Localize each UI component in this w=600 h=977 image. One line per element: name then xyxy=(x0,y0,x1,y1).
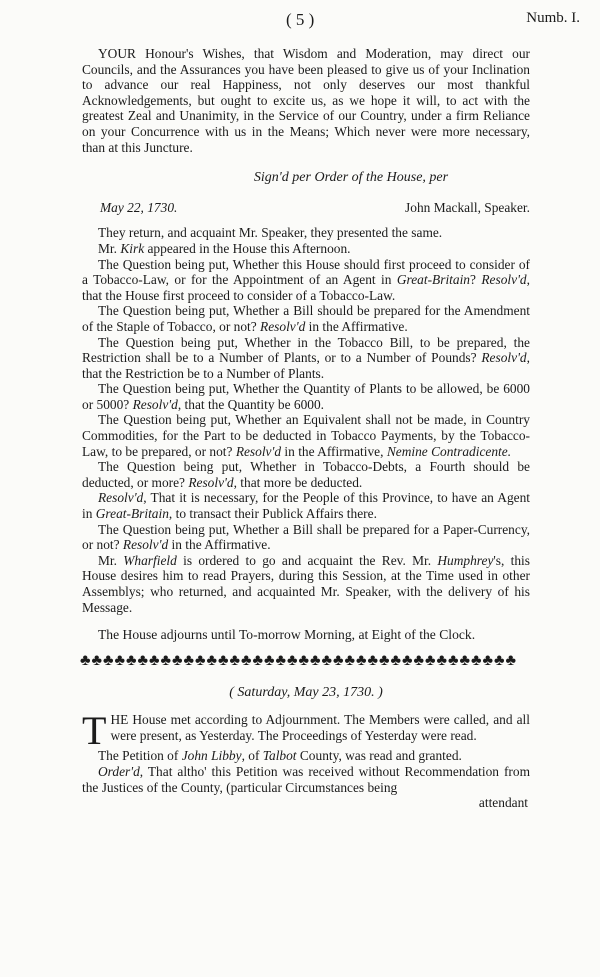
entry-text: The Question being put, Whether in the Tobacco Bill, to be prepared, the Restriction shall be to a Number of Plants, or to a Number of Pounds? xyxy=(82,334,530,366)
person-name: Humphrey xyxy=(437,552,494,568)
drop-cap: T xyxy=(82,708,107,754)
entry-text: HE House met according to Adjournment. The Members were called, and all were present, as Yesterday. The Proceedings of Yesterday were read. xyxy=(110,712,530,743)
address-paragraph: YOUR Honour's Wishes, that Wisdom and Moderation, may direct our Councils, and the Assurances you have been pleased to give us of your Inclination to advance our real Happiness, not only deserves our most thankful Acknowledgements, but ought to excite us, as we hope it will, to act with the greatest Zeal and Unanimity, in the Service of our Country, under a firm Reliance on your Concurrence with us in the Means; Which never were more necessary, than at this Juncture. xyxy=(82,46,530,155)
signed-line: Sign'd per Order of the House, per xyxy=(253,170,449,186)
entry-paragraph xyxy=(82,241,530,257)
place-name: Talbot xyxy=(262,748,297,764)
entry-paragraph xyxy=(82,764,530,795)
resolved-word: Resolv'd xyxy=(188,474,234,490)
entry-text: The Petition of xyxy=(98,748,182,764)
entry-paragraph xyxy=(82,522,530,553)
issue-number: Numb. I. xyxy=(526,10,580,26)
entry-text: 's, this House desires him to read Prayers, during this Session, at the Time used in other Assemblys; who returned, and acquainted Mr. Speaker, with the delivery of his Message. xyxy=(82,552,530,615)
entry-text: in the Affirmative, xyxy=(281,443,387,459)
entry-paragraph xyxy=(82,303,530,334)
signature-line xyxy=(82,200,530,216)
entry-text: ? xyxy=(470,272,482,288)
resolved-word: Resolv'd xyxy=(481,272,527,288)
entry-text: , to transact their Publick Affairs there. xyxy=(168,506,377,522)
entry-text: , that more be deducted. xyxy=(233,474,363,490)
entry-paragraph xyxy=(82,335,530,382)
entry-text: , that the Restriction be to a Number of Plants. xyxy=(82,350,530,381)
date-heading-text: ( Saturday, May 23, 1730. ) xyxy=(229,684,383,700)
entry-text: , that the House first proceed to consider of a Tobacco-Law. xyxy=(82,272,530,303)
entry-text: , That altho' this Petition was received without Recommendation from the Justices of the County, (particular Circumstances being xyxy=(82,763,530,795)
entry-text: , That it is necessary, for the People of this Province, to have an Agent in xyxy=(82,490,530,522)
entry-paragraph xyxy=(82,459,530,490)
catchword: attendant xyxy=(478,795,528,811)
entry-paragraph xyxy=(82,490,530,521)
signature-name: John Mackall, Speaker. xyxy=(405,199,530,215)
entry-text: Mr. xyxy=(98,552,124,568)
page-body xyxy=(82,46,530,811)
entry-paragraph xyxy=(82,553,530,615)
entry-text: , of xyxy=(241,748,263,764)
entry-text: in the Affirmative. xyxy=(305,318,408,334)
resolved-word: Resolv'd xyxy=(132,396,178,412)
saturday-opening xyxy=(82,708,530,754)
entry-paragraph xyxy=(82,381,530,412)
page-number: ( 5 ) xyxy=(286,10,315,29)
person-name: Kirk xyxy=(120,240,145,256)
place-name: Great-Britain xyxy=(396,272,471,288)
person-name: John Libby xyxy=(181,748,242,764)
entry-text: They return, and acquaint Mr. Speaker, they presented the same. xyxy=(98,225,443,241)
entry-paragraph xyxy=(82,748,530,764)
date-heading xyxy=(82,685,530,701)
entry-text: appeared in the House this Afternoon. xyxy=(144,240,351,256)
entry-text: is ordered to go and acquaint the Rev. Mr. xyxy=(176,552,438,568)
resolved-word: Resolv'd xyxy=(481,350,527,366)
entry-text: Mr. xyxy=(98,240,121,256)
entry-text: County, was read and granted. xyxy=(296,748,462,764)
entry-paragraph xyxy=(82,257,530,304)
page-header xyxy=(0,10,600,36)
place-name: Great-Britain xyxy=(95,506,169,522)
entry-text: The Question being put, Whether this House should first proceed to consider of a Tobacco-Law, or for the Appointment of an Agent in xyxy=(82,256,530,288)
entry-text: The Question being put, Whether a Bill should be prepared for the Amendment of the Staple of Tobacco, or not? xyxy=(82,303,530,334)
entry-text: The Question being put, Whether the Quantity of Plants to be allowed, be 6000 or 5000? xyxy=(82,381,530,412)
resolved-word: Resolv'd xyxy=(260,318,306,334)
entry-text: The Question being put, Whether an Equivalent shall not be made, in Country Commodities, for the Part to be deducted in Tobacco Payments, by the Tobacco-Law, to be prepared, or not? xyxy=(82,412,530,459)
entry-text: The Question being put, Whether in Tobacco-Debts, a Fourth should be deducted, or more? xyxy=(82,459,530,490)
ornament-rule: ♣♣♣♣♣♣♣♣♣♣♣♣♣♣♣♣♣♣♣♣♣♣♣♣♣♣♣♣♣♣♣♣♣♣♣♣♣♣ xyxy=(80,652,517,669)
entry-text: The Question being put, Whether a Bill shall be prepared for a Paper-Currency, or not? xyxy=(82,521,530,553)
resolved-word: Resolv'd xyxy=(98,490,144,506)
signature-date: May 22, 1730. xyxy=(100,199,178,215)
ordered-word: Order'd xyxy=(98,763,140,779)
resolved-word: Resolv'd xyxy=(122,537,169,553)
entry-paragraph xyxy=(82,412,530,459)
entry-text: , that the Quantity be 6000. xyxy=(177,396,324,412)
resolved-word: Resolv'd xyxy=(235,443,282,459)
person-name: Wharfield xyxy=(123,552,177,568)
entry-text: in the Affirmative. xyxy=(168,537,271,553)
adjournment-line: The House adjourns until To-morrow Morning, at Eight of the Clock. xyxy=(98,627,476,643)
latin-phrase: Nemine Contradicente. xyxy=(386,443,512,459)
entry-paragraph xyxy=(82,225,530,241)
